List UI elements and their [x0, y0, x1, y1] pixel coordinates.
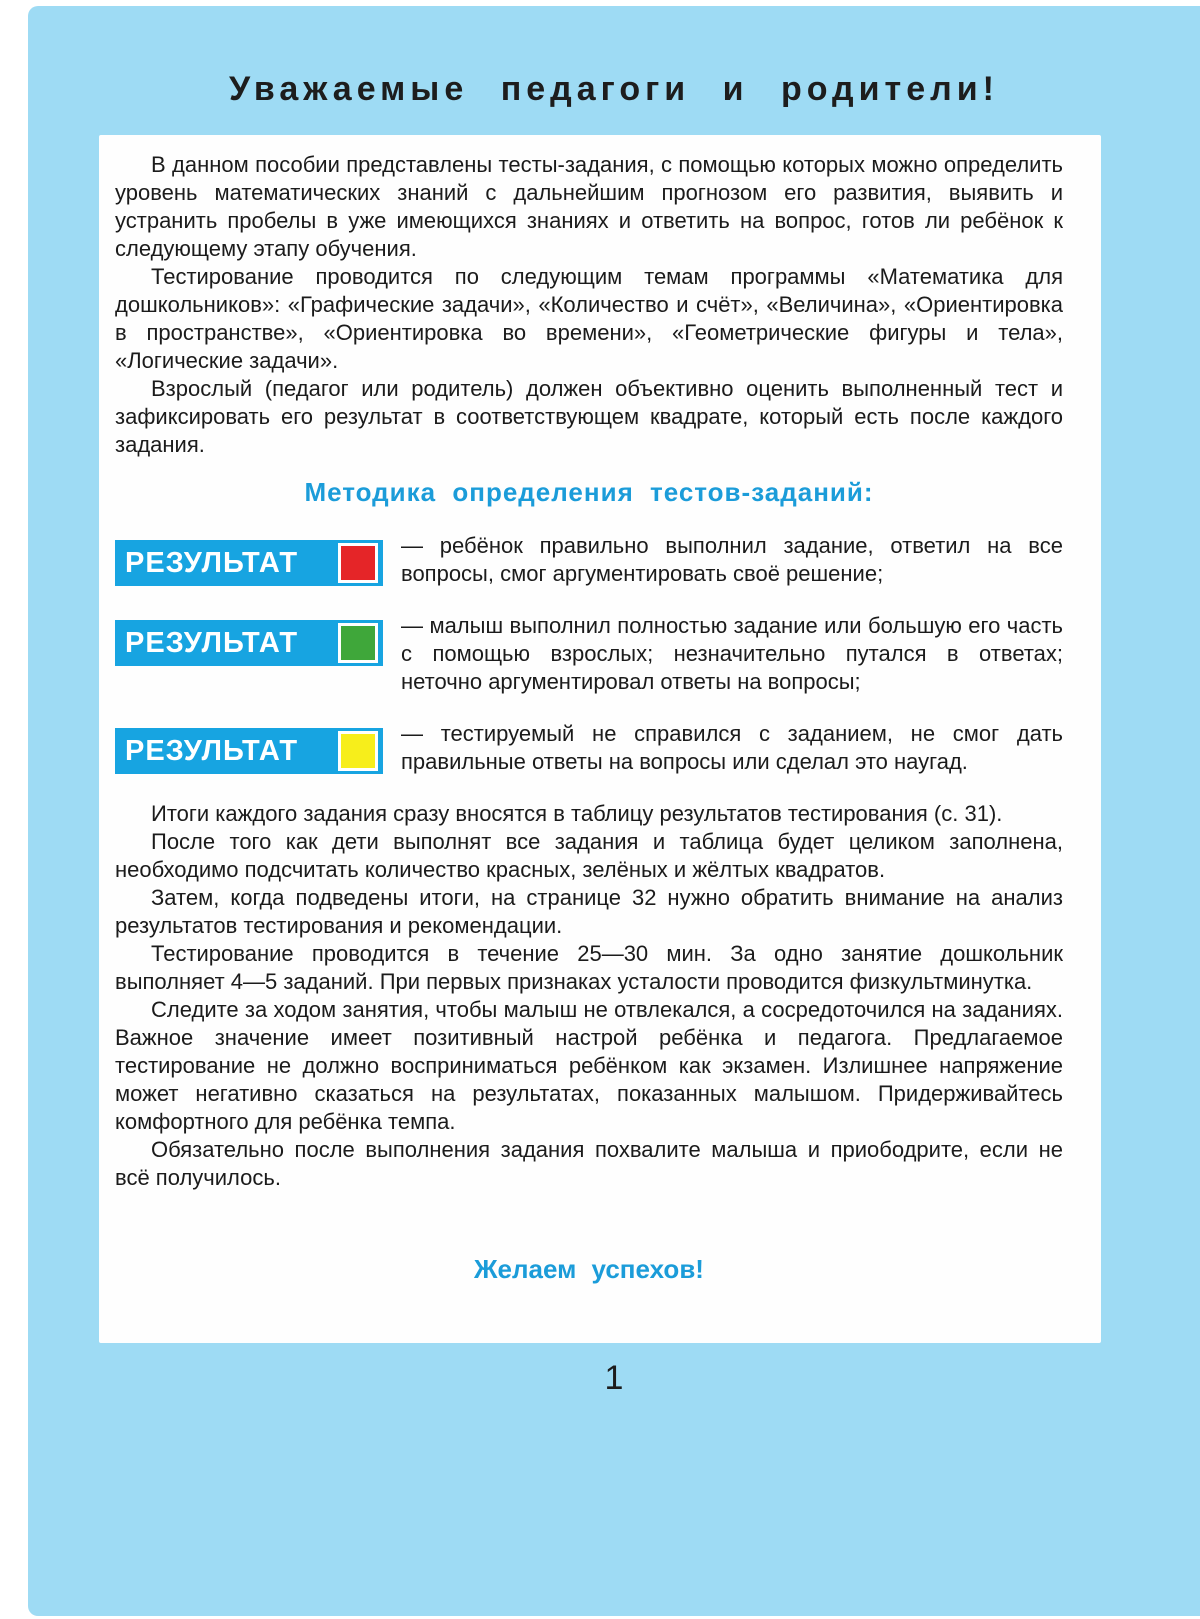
result-label-box-green — [115, 620, 383, 666]
body-paragraph-6: Обязательно после выполнения задания похвалите малыша и приободрите, если не всё получилось. — [115, 1137, 1063, 1190]
result-description-yellow: — тестируемый не справился с заданием, не смог дать правильные ответы на вопросы или сделал это наугад. — [401, 721, 1063, 774]
body-paragraph-3: Затем, когда подведены итоги, на странице 32 нужно обратить внимание на анализ результатов тестирования и рекомендации. — [115, 885, 1063, 938]
result-row-green — [115, 612, 1063, 696]
body-paragraph-4: Тестирование проводится в течение 25—30 мин. За одно занятие дошкольник выполняет 4—5 заданий. При первых признаках усталости проводится физкультминутка. — [115, 941, 1063, 994]
result-row-red — [115, 532, 1063, 588]
intro-paragraph-2: Тестирование проводится по следующим темам программы «Математика для дошкольников»: «Графические задачи», «Количество и счёт», «Величина», «Ориентировка в пространстве», «Ориентировка во времени», «Геометрические фигуры и тела», «Логические задачи». — [115, 264, 1063, 373]
methodology-heading: Методика определения тестов-заданий: — [304, 477, 874, 507]
result-label-text: РЕЗУЛЬТАТ — [125, 734, 299, 767]
result-label-text: РЕЗУЛЬТАТ — [125, 546, 299, 579]
intro-paragraph-1: В данном пособии представлены тесты-задания, с помощью которых можно определить уровень математических знаний с дальнейшим прогнозом его развития, выявить и устранить пробелы в уже имеющихся знаниях и ответить на вопрос, готов ли ребёнок к следующему этапу обучения. — [115, 152, 1063, 261]
result-description-green: — малыш выполнил полностью задание или большую его часть с помощью взрослых; незначительно путался в ответах; неточно аргументировал ответы на вопросы; — [401, 613, 1063, 694]
result-label-box-red — [115, 540, 383, 586]
body-paragraph-1: Итоги каждого задания сразу вносятся в таблицу результатов тестирования (с. 31). — [151, 801, 1003, 826]
result-description-red: — ребёнок правильно выполнил задание, ответил на все вопросы, смог аргументировать своё решение; — [401, 533, 1063, 586]
yellow-square-icon — [338, 731, 378, 771]
result-row-yellow — [115, 720, 1063, 776]
body-paragraph-5: Следите за ходом занятия, чтобы малыш не отвлекался, а сосредоточился на заданиях. Важное значение имеет позитивный настрой ребёнка и педагога. Предлагаемое тестирование не должно восприниматься ребёнком как экзамен. Излишнее напряжение может негативно сказаться на результатах, показанных малышом. Придерживайтесь комфортного для ребёнка темпа. — [115, 997, 1063, 1134]
green-square-icon — [338, 623, 378, 663]
red-square-icon — [338, 543, 378, 583]
result-label-box-yellow — [115, 728, 383, 774]
intro-paragraph-3: Взрослый (педагог или родитель) должен объективно оценить выполненный тест и зафиксировать его результат в соответствующем квадрате, который есть после каждого задания. — [115, 376, 1063, 457]
content-panel — [99, 135, 1101, 1343]
page-number: 1 — [604, 1359, 624, 1397]
result-label-text: РЕЗУЛЬТАТ — [125, 626, 299, 659]
page-background — [28, 6, 1200, 1616]
page-title: Уважаемые педагоги и родители! — [229, 70, 999, 108]
body-paragraph-2: После того как дети выполнят все задания и таблица будет целиком заполнена, необходимо подсчитать количество красных, зелёных и жёлтых квадратов. — [115, 829, 1063, 882]
closing-message: Желаем успехов! — [474, 1254, 704, 1284]
